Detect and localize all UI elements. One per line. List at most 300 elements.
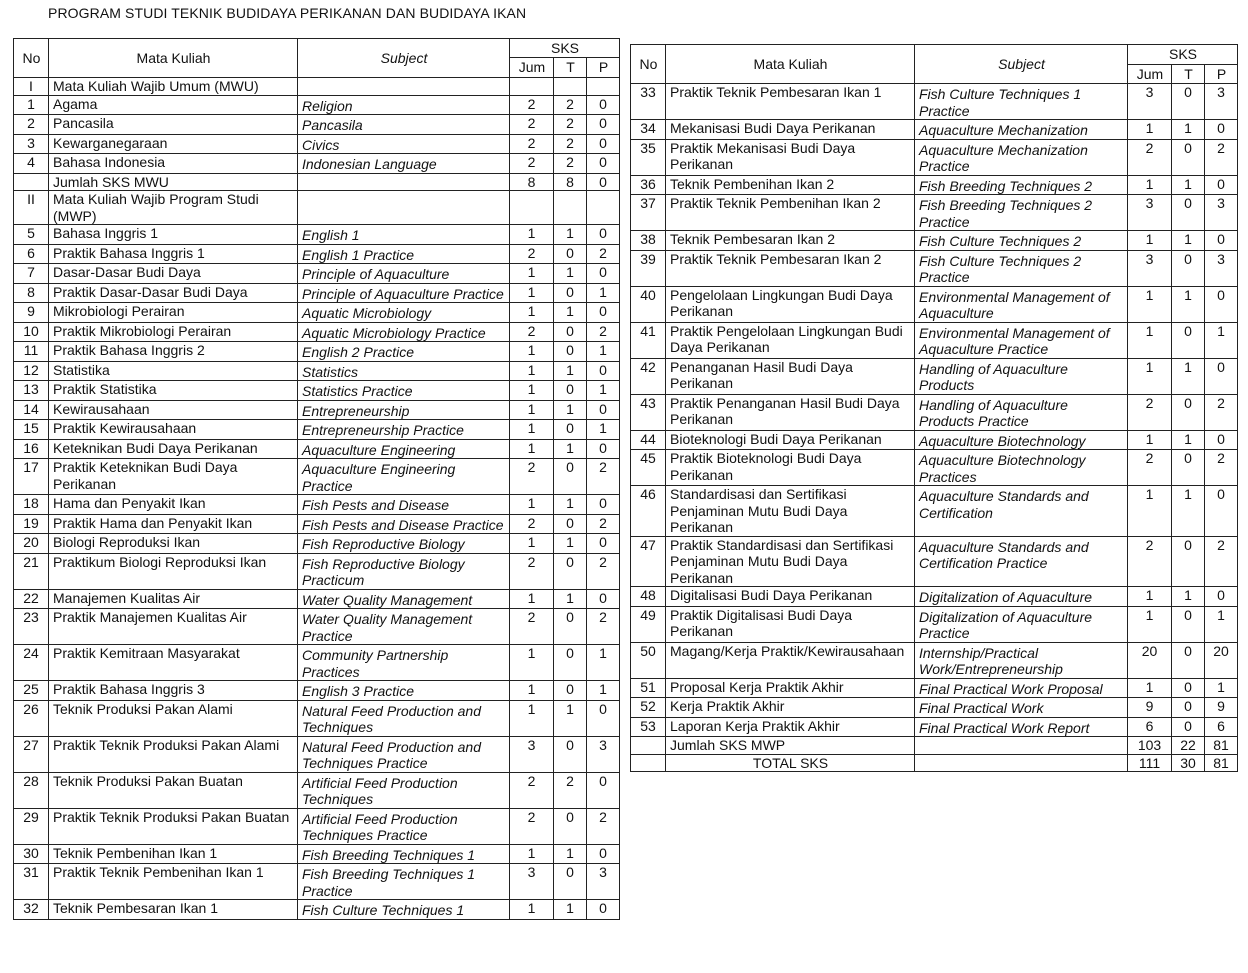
cell-subject: Fish Culture Techniques 2 Practice	[915, 250, 1128, 286]
cell-no	[14, 173, 49, 191]
cell-subject: Indonesian Language	[298, 154, 510, 174]
cell-no: 1	[14, 95, 49, 115]
header-no: No	[631, 45, 666, 84]
cell-p: 2	[587, 808, 620, 844]
cell-subject: Aquaculture Engineering	[298, 439, 510, 459]
cell-p	[587, 191, 620, 225]
cell-t: 0	[554, 681, 587, 701]
cell-mata-kuliah: Pengelolaan Lingkungan Budi Daya Perikanan	[666, 286, 915, 322]
cell-subject: Fish Pests and Disease	[298, 495, 510, 515]
table-row	[14, 700, 620, 736]
cell-subject: Aquaculture Standards and Certification Practice	[915, 536, 1128, 587]
cell-p: 3	[587, 864, 620, 900]
cell-mata-kuliah: Praktik Bahasa Inggris 3	[49, 681, 298, 701]
cell-subject: Digitalization of Aquaculture Practice	[915, 606, 1128, 642]
cell-mata-kuliah: Praktik Teknik Produksi Pakan Buatan	[49, 808, 298, 844]
cell-t: 0	[1172, 250, 1205, 286]
cell-t: 0	[554, 609, 587, 645]
header-p: P	[1205, 65, 1238, 84]
cell-t	[554, 78, 587, 96]
cell-no: 27	[14, 736, 49, 772]
cell-subject	[298, 78, 510, 96]
cell-jum: 1	[510, 381, 554, 401]
table-row	[631, 250, 1238, 286]
cell-no: 16	[14, 439, 49, 459]
table-row	[14, 439, 620, 459]
cell-p: 2	[587, 553, 620, 589]
cell-mata-kuliah: Praktik Kemitraan Masyarakat	[49, 645, 298, 681]
cell-no: 30	[14, 844, 49, 864]
cell-subject: Digitalization of Aquaculture	[915, 587, 1128, 607]
cell-jum: 1	[510, 844, 554, 864]
cell-no: II	[14, 191, 49, 225]
cell-t: 0	[554, 864, 587, 900]
cell-no: 10	[14, 322, 49, 342]
subtotal-row	[14, 173, 620, 191]
cell-jum: 1	[510, 645, 554, 681]
table-row	[14, 609, 620, 645]
cell-no: 15	[14, 420, 49, 440]
cell-p: 2	[587, 459, 620, 495]
cell-t: 0	[554, 244, 587, 264]
cell-mata-kuliah: Praktik Digitalisasi Budi Daya Perikanan	[666, 606, 915, 642]
cell-subject: Fish Breeding Techniques 1	[298, 844, 510, 864]
cell-subject: Fish Breeding Techniques 2	[915, 175, 1128, 195]
cell-subject: Aquaculture Biotechnology	[915, 430, 1128, 450]
cell-mata-kuliah: Praktik Teknik Pembenihan Ikan 2	[666, 195, 915, 231]
table-row	[631, 606, 1238, 642]
cell-no: 31	[14, 864, 49, 900]
cell-t: 0	[1172, 139, 1205, 175]
cell-p: 20	[1205, 642, 1238, 678]
cell-t: 0	[1172, 322, 1205, 358]
table-row	[14, 95, 620, 115]
cell-t: 0	[554, 459, 587, 495]
cell-no: 18	[14, 495, 49, 515]
cell-no: I	[14, 78, 49, 96]
cell-p: 1	[1205, 678, 1238, 698]
cell-no: 9	[14, 303, 49, 323]
cell-mata-kuliah: Praktik Teknik Produksi Pakan Alami	[49, 736, 298, 772]
cell-subject: Environmental Management of Aquaculture Practice	[915, 322, 1128, 358]
cell-jum: 1	[1128, 120, 1172, 140]
cell-subject: Religion	[298, 95, 510, 115]
cell-mata-kuliah: Praktik Hama dan Penyakit Ikan	[49, 514, 298, 534]
cell-mata-kuliah: Kewirausahaan	[49, 400, 298, 420]
cell-no: 52	[631, 698, 666, 718]
cell-subject: Fish Reproductive Biology Practicum	[298, 553, 510, 589]
table-row	[14, 134, 620, 154]
cell-no	[631, 737, 666, 755]
cell-subject	[298, 191, 510, 225]
cell-subject: English 1 Practice	[298, 244, 510, 264]
cell-mata-kuliah: Teknik Produksi Pakan Alami	[49, 700, 298, 736]
table-row	[14, 844, 620, 864]
cell-no: 13	[14, 381, 49, 401]
cell-p: 2	[587, 322, 620, 342]
cell-subject: Natural Feed Production and Techniques	[298, 700, 510, 736]
cell-p: 0	[587, 900, 620, 920]
cell-no	[631, 754, 666, 772]
table-row	[14, 154, 620, 174]
cell-no: 21	[14, 553, 49, 589]
cell-no: 22	[14, 589, 49, 609]
cell-jum: 1	[1128, 175, 1172, 195]
cell-p: 0	[587, 361, 620, 381]
cell-t: 0	[1172, 698, 1205, 718]
cell-t: 1	[1172, 486, 1205, 537]
table-row	[14, 681, 620, 701]
cell-mata-kuliah: Praktik Mekanisasi Budi Daya Perikanan	[666, 139, 915, 175]
cell-mata-kuliah: Laporan Kerja Praktik Akhir	[666, 717, 915, 737]
cell-t: 0	[1172, 678, 1205, 698]
cell-p	[587, 78, 620, 96]
header-p: P	[587, 58, 620, 78]
cell-p: 0	[587, 95, 620, 115]
cell-t: 0	[554, 322, 587, 342]
cell-jum: 2	[510, 134, 554, 154]
table-row	[14, 381, 620, 401]
cell-t: 2	[554, 95, 587, 115]
cell-t: 1	[554, 844, 587, 864]
table-row	[14, 244, 620, 264]
cell-mata-kuliah: Teknik Pembesaran Ikan 1	[49, 900, 298, 920]
cell-no: 43	[631, 394, 666, 430]
cell-p: 0	[587, 772, 620, 808]
cell-jum: 2	[510, 95, 554, 115]
cell-p: 3	[1205, 84, 1238, 120]
cell-jum: 2	[510, 553, 554, 589]
cell-p: 81	[1205, 737, 1238, 755]
cell-t: 1	[554, 700, 587, 736]
cell-jum: 2	[1128, 450, 1172, 486]
cell-no: 42	[631, 358, 666, 394]
cell-subject: Aquatic Microbiology Practice	[298, 322, 510, 342]
cell-t: 22	[1172, 737, 1205, 755]
cell-p: 2	[1205, 394, 1238, 430]
cell-no: 35	[631, 139, 666, 175]
cell-no: 34	[631, 120, 666, 140]
cell-jum: 8	[510, 173, 554, 191]
cell-t: 0	[554, 645, 587, 681]
table-row	[14, 645, 620, 681]
header-mata-kuliah: Mata Kuliah	[49, 39, 298, 78]
cell-subject: Fish Breeding Techniques 2 Practice	[915, 195, 1128, 231]
cell-subject: Aquaculture Standards and Certification	[915, 486, 1128, 537]
cell-mata-kuliah: Keteknikan Budi Daya Perikanan	[49, 439, 298, 459]
cell-no: 47	[631, 536, 666, 587]
curriculum-table-left	[13, 38, 620, 920]
cell-jum: 1	[1128, 322, 1172, 358]
cell-no: 26	[14, 700, 49, 736]
table-row	[14, 864, 620, 900]
cell-p: 2	[1205, 536, 1238, 587]
cell-subject: Handling of Aquaculture Products	[915, 358, 1128, 394]
table-row	[631, 231, 1238, 251]
cell-mata-kuliah: Agama	[49, 95, 298, 115]
header-jum: Jum	[1128, 65, 1172, 84]
cell-mata-kuliah: Mikrobiologi Perairan	[49, 303, 298, 323]
cell-p: 2	[587, 514, 620, 534]
cell-mata-kuliah: Bahasa Indonesia	[49, 154, 298, 174]
table-row	[14, 736, 620, 772]
table-row	[14, 900, 620, 920]
cell-jum: 2	[510, 115, 554, 135]
page-title: PROGRAM STUDI TEKNIK BUDIDAYA PERIKANAN DAN BUDIDAYA IKAN	[48, 5, 527, 21]
cell-mata-kuliah: TOTAL SKS	[666, 754, 915, 772]
cell-no: 14	[14, 400, 49, 420]
cell-mata-kuliah: Mekanisasi Budi Daya Perikanan	[666, 120, 915, 140]
cell-no: 6	[14, 244, 49, 264]
table-row	[631, 286, 1238, 322]
cell-p: 0	[587, 700, 620, 736]
cell-t: 0	[554, 808, 587, 844]
cell-p: 0	[587, 534, 620, 554]
cell-jum: 2	[510, 808, 554, 844]
cell-subject: Statistics Practice	[298, 381, 510, 401]
table-row	[631, 536, 1238, 587]
cell-p: 1	[1205, 322, 1238, 358]
cell-no: 12	[14, 361, 49, 381]
cell-jum: 1	[1128, 678, 1172, 698]
section-row	[14, 191, 620, 225]
cell-p: 3	[1205, 250, 1238, 286]
table-row	[14, 361, 620, 381]
cell-jum: 2	[510, 154, 554, 174]
cell-no: 5	[14, 225, 49, 245]
cell-no: 23	[14, 609, 49, 645]
cell-no: 45	[631, 450, 666, 486]
cell-no: 20	[14, 534, 49, 554]
cell-p: 1	[587, 283, 620, 303]
cell-p: 0	[1205, 486, 1238, 537]
cell-mata-kuliah: Kerja Praktik Akhir	[666, 698, 915, 718]
cell-p: 0	[1205, 120, 1238, 140]
cell-jum	[510, 191, 554, 225]
cell-p: 0	[1205, 175, 1238, 195]
table-row	[14, 514, 620, 534]
cell-t: 1	[554, 589, 587, 609]
cell-p: 0	[587, 303, 620, 323]
cell-mata-kuliah: Praktik Keteknikan Budi Daya Perikanan	[49, 459, 298, 495]
cell-p: 0	[1205, 587, 1238, 607]
cell-p: 0	[587, 400, 620, 420]
header-t: T	[1172, 65, 1205, 84]
cell-no: 4	[14, 154, 49, 174]
cell-subject: Principle of Aquaculture	[298, 264, 510, 284]
subtotal-row	[631, 737, 1238, 755]
cell-jum: 2	[510, 244, 554, 264]
cell-t: 0	[554, 342, 587, 362]
cell-p: 1	[587, 645, 620, 681]
cell-no: 24	[14, 645, 49, 681]
cell-jum: 1	[1128, 430, 1172, 450]
cell-p: 0	[587, 589, 620, 609]
table-row	[631, 139, 1238, 175]
cell-mata-kuliah: Praktik Penanganan Hasil Budi Daya Perikanan	[666, 394, 915, 430]
cell-t: 2	[554, 772, 587, 808]
header-subject: Subject	[298, 39, 510, 78]
cell-subject: Aquatic Microbiology	[298, 303, 510, 323]
section-row	[14, 78, 620, 96]
cell-jum: 1	[510, 342, 554, 362]
cell-p: 0	[587, 134, 620, 154]
cell-jum: 2	[510, 459, 554, 495]
cell-p: 0	[1205, 286, 1238, 322]
cell-mata-kuliah: Teknik Pembesaran Ikan 2	[666, 231, 915, 251]
cell-t: 2	[554, 154, 587, 174]
cell-jum: 1	[510, 361, 554, 381]
cell-jum: 1	[510, 700, 554, 736]
table-row	[14, 420, 620, 440]
cell-p: 2	[587, 244, 620, 264]
cell-jum: 3	[1128, 195, 1172, 231]
cell-subject: English 1	[298, 225, 510, 245]
table-row	[631, 486, 1238, 537]
cell-mata-kuliah: Pancasila	[49, 115, 298, 135]
cell-jum: 20	[1128, 642, 1172, 678]
cell-mata-kuliah: Teknik Pembenihan Ikan 1	[49, 844, 298, 864]
cell-jum: 1	[510, 495, 554, 515]
cell-mata-kuliah: Teknik Produksi Pakan Buatan	[49, 772, 298, 808]
cell-no: 39	[631, 250, 666, 286]
cell-subject	[915, 737, 1128, 755]
header-no: No	[14, 39, 49, 78]
cell-subject: Fish Pests and Disease Practice	[298, 514, 510, 534]
cell-p: 0	[587, 844, 620, 864]
table-row	[631, 698, 1238, 718]
cell-subject: Community Partnership Practices	[298, 645, 510, 681]
cell-t: 2	[554, 134, 587, 154]
cell-subject: Fish Culture Techniques 1 Practice	[915, 84, 1128, 120]
cell-subject: Water Quality Management Practice	[298, 609, 510, 645]
table-row	[631, 322, 1238, 358]
cell-p: 3	[1205, 195, 1238, 231]
cell-t: 1	[554, 900, 587, 920]
cell-jum: 3	[510, 736, 554, 772]
cell-p: 1	[1205, 606, 1238, 642]
table-row	[631, 430, 1238, 450]
cell-no: 37	[631, 195, 666, 231]
cell-p: 0	[587, 439, 620, 459]
cell-subject: Final Practical Work	[915, 698, 1128, 718]
cell-t: 1	[554, 303, 587, 323]
cell-mata-kuliah: Bahasa Inggris 1	[49, 225, 298, 245]
table-row	[631, 175, 1238, 195]
cell-t: 1	[1172, 231, 1205, 251]
cell-mata-kuliah: Praktik Bioteknologi Budi Daya Perikanan	[666, 450, 915, 486]
cell-subject: Internship/Practical Work/Entrepreneurship	[915, 642, 1128, 678]
cell-mata-kuliah: Praktikum Biologi Reproduksi Ikan	[49, 553, 298, 589]
cell-jum: 3	[1128, 250, 1172, 286]
cell-p: 2	[1205, 139, 1238, 175]
cell-subject: Principle of Aquaculture Practice	[298, 283, 510, 303]
cell-t: 0	[554, 283, 587, 303]
cell-jum: 1	[510, 400, 554, 420]
header-mata-kuliah: Mata Kuliah	[666, 45, 915, 84]
cell-no: 28	[14, 772, 49, 808]
cell-p: 9	[1205, 698, 1238, 718]
cell-mata-kuliah: Bioteknologi Budi Daya Perikanan	[666, 430, 915, 450]
cell-no: 38	[631, 231, 666, 251]
cell-jum: 1	[510, 681, 554, 701]
cell-no: 53	[631, 717, 666, 737]
cell-subject: Pancasila	[298, 115, 510, 135]
cell-p: 0	[587, 264, 620, 284]
table-row	[14, 772, 620, 808]
cell-p: 1	[587, 420, 620, 440]
cell-jum: 2	[510, 772, 554, 808]
cell-subject: Entrepreneurship	[298, 400, 510, 420]
cell-jum: 1	[510, 420, 554, 440]
cell-mata-kuliah: Mata Kuliah Wajib Umum (MWU)	[49, 78, 298, 96]
cell-mata-kuliah: Manajemen Kualitas Air	[49, 589, 298, 609]
cell-no: 33	[631, 84, 666, 120]
cell-jum: 1	[1128, 286, 1172, 322]
table-row	[14, 459, 620, 495]
table-row	[631, 587, 1238, 607]
cell-t: 0	[1172, 450, 1205, 486]
cell-p: 0	[587, 495, 620, 515]
table-row	[14, 534, 620, 554]
cell-jum: 9	[1128, 698, 1172, 718]
cell-subject: Artificial Feed Production Techniques Practice	[298, 808, 510, 844]
cell-t: 1	[554, 400, 587, 420]
cell-p: 1	[587, 342, 620, 362]
cell-mata-kuliah: Praktik Kewirausahaan	[49, 420, 298, 440]
cell-subject: Fish Culture Techniques 1	[298, 900, 510, 920]
table-row	[631, 358, 1238, 394]
cell-subject: Aquaculture Biotechnology Practices	[915, 450, 1128, 486]
cell-p: 2	[587, 609, 620, 645]
table-row	[14, 264, 620, 284]
cell-mata-kuliah: Biologi Reproduksi Ikan	[49, 534, 298, 554]
cell-jum: 111	[1128, 754, 1172, 772]
cell-mata-kuliah: Jumlah SKS MWP	[666, 737, 915, 755]
table-row	[14, 553, 620, 589]
cell-mata-kuliah: Praktik Mikrobiologi Perairan	[49, 322, 298, 342]
cell-no: 50	[631, 642, 666, 678]
table-row	[631, 195, 1238, 231]
cell-mata-kuliah: Magang/Kerja Praktik/Kewirausahaan	[666, 642, 915, 678]
table-row	[14, 115, 620, 135]
cell-t: 1	[1172, 587, 1205, 607]
cell-mata-kuliah: Praktik Teknik Pembenihan Ikan 1	[49, 864, 298, 900]
cell-jum: 2	[510, 609, 554, 645]
cell-t: 0	[1172, 642, 1205, 678]
cell-no: 32	[14, 900, 49, 920]
cell-subject: Fish Breeding Techniques 1 Practice	[298, 864, 510, 900]
cell-mata-kuliah: Standardisasi dan Sertifikasi Penjaminan Mutu Budi Daya Perikanan	[666, 486, 915, 537]
cell-t: 1	[1172, 120, 1205, 140]
cell-no: 36	[631, 175, 666, 195]
cell-subject: Final Practical Work Report	[915, 717, 1128, 737]
cell-p: 0	[587, 154, 620, 174]
cell-t: 0	[1172, 717, 1205, 737]
cell-jum: 3	[510, 864, 554, 900]
cell-t: 1	[554, 534, 587, 554]
table-row	[631, 84, 1238, 120]
table-row	[631, 642, 1238, 678]
cell-no: 8	[14, 283, 49, 303]
cell-t: 1	[554, 264, 587, 284]
cell-p: 0	[1205, 231, 1238, 251]
cell-no: 49	[631, 606, 666, 642]
cell-jum: 103	[1128, 737, 1172, 755]
cell-mata-kuliah: Teknik Pembenihan Ikan 2	[666, 175, 915, 195]
cell-mata-kuliah: Proposal Kerja Praktik Akhir	[666, 678, 915, 698]
cell-jum: 1	[510, 900, 554, 920]
